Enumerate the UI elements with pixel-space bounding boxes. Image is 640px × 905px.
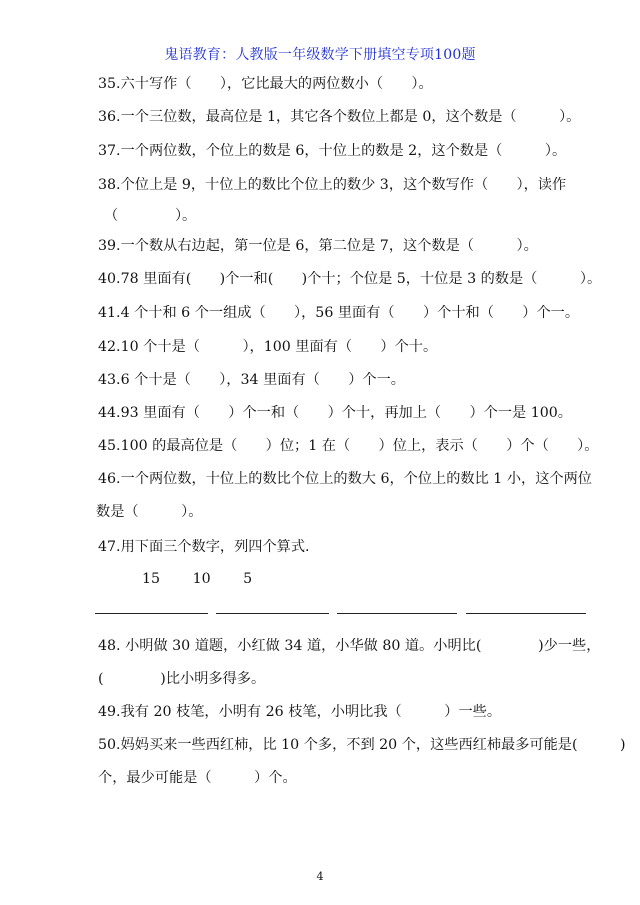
answer-line[interactable] [95,613,208,614]
question-42: 42.10 个十是（ ），100 里面有（ ）个十。 [98,339,438,355]
question-48-line-2: ( )比小明多得多。 [98,671,266,687]
question-50-line-1: 50.妈妈买来一些西红柿，比 10 个多，不到 20 个，这些西红柿最多可能是( ) [98,737,626,753]
page-header-title: 鬼语教育：人教版一年级数学下册填空专项100题 [164,47,476,63]
question-47-number: 10 [192,571,211,587]
question-38-line-2: （ ）。 [104,208,197,224]
question-47-number: 5 [243,571,253,587]
question-46-line-2: 数是（ ）。 [96,504,203,520]
question-36: 36.一个三位数，最高位是 1，其它各个数位上都是 0，这个数是（ ）。 [98,109,581,125]
answer-line[interactable] [216,613,329,614]
question-40: 40.78 里面有( )个一和( )个十；个位是 5，十位是 3 的数是（ ）。 [98,271,602,287]
question-44: 44.93 里面有（ ）个一和（ ）个十，再加上（ ）个一是 100。 [98,405,572,421]
page-number: 4 [316,870,324,883]
question-39: 39.一个数从右边起，第一位是 6，第二位是 7，这个数是（ ）。 [98,238,538,254]
question-43: 43.6 个十是（ ），34 里面有（ ）个一。 [98,372,405,388]
answer-line[interactable] [337,613,457,614]
question-47: 47.用下面三个数字，列四个算式. [98,539,310,555]
question-49: 49.我有 20 枝笔，小明有 26 枝笔，小明比我（ ）一些。 [98,704,502,720]
question-48-line-1: 48. 小明做 30 道题，小红做 34 道，小华做 80 道。小明比( )少一些， [98,638,601,654]
answer-line[interactable] [466,613,586,614]
question-50-line-2: 个，最少可能是（ ）个。 [98,770,297,786]
question-37: 37.一个两位数，个位上的数是 6，十位上的数是 2，这个数是（ ）。 [98,143,567,159]
question-47-number: 15 [142,571,161,587]
question-35: 35.六十写作（ ），它比最大的两位数小（ ）。 [98,76,433,92]
question-38-line-1: 38.个位上是 9，十位上的数比个位上的数少 3，这个数写作（ ），读作 [98,177,567,193]
question-46-line-1: 46.一个两位数，十位上的数比个位上的数大 6，个位上的数比 1 小，这个两位 [98,471,592,487]
question-41: 41.4 个十和 6 个一组成（ ），56 里面有（ ）个十和（ ）个一。 [98,305,580,321]
question-45: 45.100 的最高位是（ ）位；1 在（ ）位上，表示（ ）个（ ）。 [98,438,599,454]
